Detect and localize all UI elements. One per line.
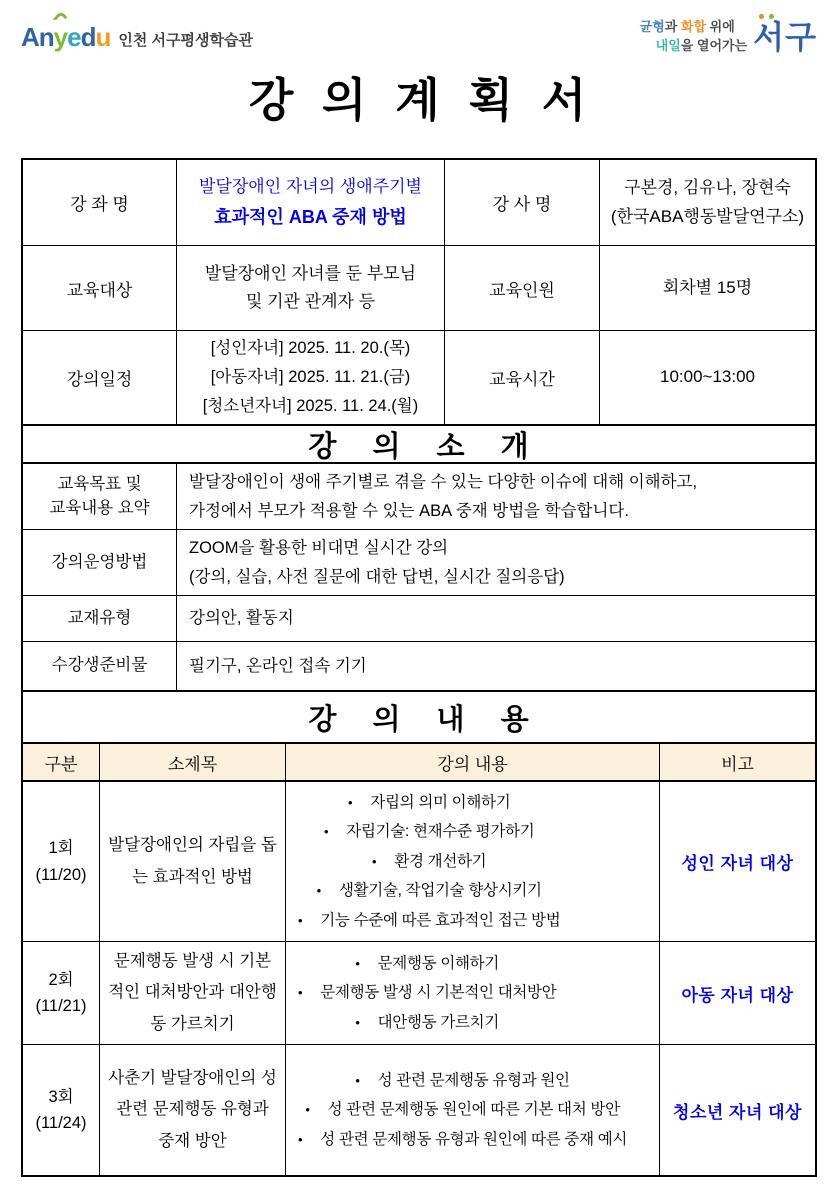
lecture-content-cell xyxy=(286,782,660,942)
bullet-item: • 생활기술, 작업기술 향상시키기 xyxy=(298,876,560,905)
note-cell: 성인 자녀 대상 xyxy=(660,782,815,942)
lecture-plan-tables xyxy=(21,158,817,1177)
accent-dot-icon xyxy=(759,14,764,19)
page-title: 강 의 계 획 서 xyxy=(248,74,590,126)
logo-part-an: An xyxy=(21,22,54,52)
session-date: (11/21) xyxy=(35,997,87,1015)
course-name-label: 강 좌 명 xyxy=(23,160,177,246)
lecture-content-cell xyxy=(286,942,660,1045)
anyedu-logo-wordmark xyxy=(21,22,110,53)
schedule-line: [성인자녀] 2025. 11. 20.(목) xyxy=(210,339,411,358)
column-header-subtitle: 소제목 xyxy=(100,744,286,782)
schedule-label: 강의일정 xyxy=(23,331,177,424)
schedule-line: [아동자녀] 2025. 11. 21.(금) xyxy=(210,368,411,387)
time-label: 교육시간 xyxy=(445,331,600,424)
bullet-list xyxy=(298,788,560,935)
bullet-item: • 자립의 의미 이해하기 xyxy=(298,788,560,817)
lecture-content-cell xyxy=(286,1045,660,1175)
subtitle-cell: 사춘기 발달장애인의 성관련 문제행동 유형과 중재 방안 xyxy=(100,1045,286,1175)
bullet-item: • 대안행동 가르치기 xyxy=(298,1008,556,1037)
logo-part-e: e xyxy=(67,22,81,52)
material-label: 교재유형 xyxy=(23,596,177,642)
seogu-logo xyxy=(640,14,817,56)
bullet-item: • 문제행동 발생 시 기본적인 대처방안 xyxy=(298,978,556,1007)
material-value: 강의안, 활동지 xyxy=(177,596,815,642)
supplies-value: 필기구, 온라인 접속 기기 xyxy=(189,656,367,675)
instructor-affiliation: (한국ABA행동발달연구소) xyxy=(610,206,805,226)
bullet-list xyxy=(298,1066,627,1154)
logo-part-y: y xyxy=(53,22,68,52)
goal-value-line2: 가정에서 부모가 적용할 수 있는 ABA 중재 방법을 학습합니다. xyxy=(189,501,629,520)
bullet-item: • 성 관련 문제행동 원인에 따른 기본 대처 방안 xyxy=(298,1095,627,1124)
bullet-item: • 성 관련 문제행동 유형과 원인에 따른 중재 예시 xyxy=(298,1125,627,1154)
session-number: 1회 xyxy=(48,839,74,858)
content-table xyxy=(23,744,815,1175)
session-cell xyxy=(23,942,100,1045)
bullet-item: • 성 관련 문제행동 유형과 원인 xyxy=(298,1066,627,1095)
method-value-line2: (강의, 실습, 사전 질문에 대한 답변, 실시간 질의응답) xyxy=(189,567,565,586)
capacity-value: 회차별 15명 xyxy=(600,246,815,331)
course-info-table xyxy=(23,160,815,424)
column-header-content: 강의 내용 xyxy=(286,744,660,782)
course-name-line2: 효과적인 ABA 중재 방법 xyxy=(214,206,407,227)
bullet-list xyxy=(298,949,556,1037)
slogan-word: 과 xyxy=(664,19,681,34)
intro-table xyxy=(23,464,815,690)
goal-label xyxy=(23,464,177,530)
slogan-word: 위에 xyxy=(706,19,735,34)
organization-name: 인천 서구평생학습관 xyxy=(118,32,253,49)
session-date: (11/20) xyxy=(35,865,87,884)
schedule-value xyxy=(177,331,445,424)
method-label: 강의운영방법 xyxy=(23,530,177,596)
audience-line2: 및 기관 관계자 등 xyxy=(245,292,376,311)
instructor-names: 구본경, 김유나, 장현숙 xyxy=(624,178,791,198)
seogu-accent-dots xyxy=(759,14,774,19)
subtitle-cell: 문제행동 발생 시 기본적인 대처방안과 대안행동 가르치기 xyxy=(100,942,286,1045)
bullet-item: • 기능 수준에 따른 효과적인 접근 방법 xyxy=(298,906,560,935)
bullet-item: • 환경 개선하기 xyxy=(298,847,560,876)
accent-dot-icon xyxy=(769,14,774,19)
method-value xyxy=(177,530,815,596)
schedule-line: [청소년자녀] 2025. 11. 24.(월) xyxy=(202,396,419,415)
slogan-word: 균형 xyxy=(639,19,665,34)
seogu-slogan xyxy=(640,18,748,56)
session-number: 3회 xyxy=(48,1087,74,1106)
note-cell: 아동 자녀 대상 xyxy=(660,942,815,1045)
seogu-wordmark: 서구 xyxy=(753,21,817,53)
content-section-title: 강 의 내 용 xyxy=(23,690,815,744)
audience-value xyxy=(177,246,445,331)
column-header-session: 구분 xyxy=(23,744,100,782)
column-header-note: 비고 xyxy=(660,744,815,782)
slogan-word: 내일 xyxy=(655,37,681,53)
instructor-value xyxy=(600,160,815,246)
session-cell xyxy=(23,1045,100,1175)
bullet-item: • 문제행동 이해하기 xyxy=(298,949,556,978)
logo-part-u: u xyxy=(95,22,111,52)
course-name-line1: 발달장애인 자녀의 생애주기별 xyxy=(199,176,422,196)
capacity-label: 교육인원 xyxy=(445,246,600,331)
method-value-line1: ZOOM을 활용한 비대면 실시간 강의 xyxy=(189,538,449,557)
logo-part-d: d xyxy=(80,22,96,52)
goal-value-line1: 발달장애인이 생애 주기별로 겪을 수 있는 다양한 이슈에 대해 이해하고, xyxy=(189,472,698,491)
anyedu-logo xyxy=(21,14,253,53)
goal-label-line2: 교육내용 요약 xyxy=(49,498,150,517)
slogan-word: 을 열어가는 xyxy=(680,37,748,53)
audience-label: 교육대상 xyxy=(23,246,177,331)
slogan-line-2 xyxy=(640,37,748,56)
slogan-word: 화합 xyxy=(680,19,707,34)
audience-line1: 발달장애인 자녀를 둔 부모님 xyxy=(204,263,417,283)
session-date: (11/24) xyxy=(35,1114,87,1132)
note-cell: 청소년 자녀 대상 xyxy=(673,1102,802,1122)
slogan-line-1 xyxy=(640,18,748,37)
session-number: 2회 xyxy=(48,970,74,989)
subtitle-cell: 발달장애인의 자립을 돕는 효과적인 방법 xyxy=(100,782,286,942)
goal-value xyxy=(177,464,815,530)
instructor-label: 강 사 명 xyxy=(445,160,600,246)
bullet-item: • 자립기술: 현재수준 평가하기 xyxy=(298,817,560,846)
intro-section-title: 강 의 소 개 xyxy=(23,424,815,464)
goal-label-line1: 교육목표 및 xyxy=(57,474,142,493)
header xyxy=(21,14,817,60)
session-cell xyxy=(23,782,100,942)
supplies-label: 수강생준비물 xyxy=(23,642,177,690)
time-value: 10:00~13:00 xyxy=(659,367,755,387)
course-name-value xyxy=(177,160,445,246)
